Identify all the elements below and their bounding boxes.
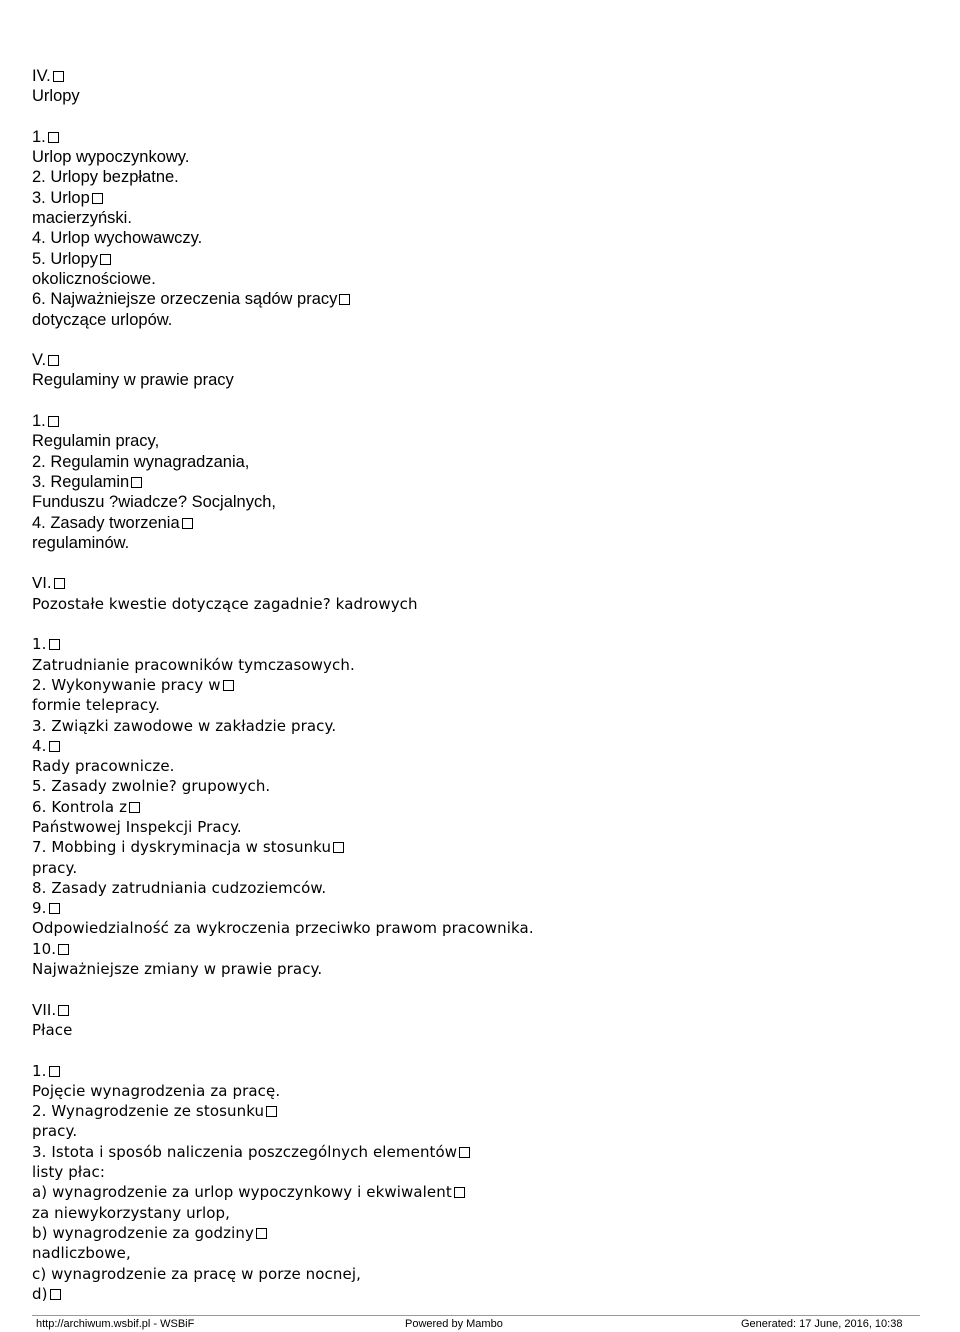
list-item: Regulamin pracy, — [32, 432, 160, 451]
placeholder-box-icon — [182, 518, 193, 529]
list-item: 1. — [32, 411, 932, 431]
placeholder-box-icon — [53, 71, 64, 82]
list-item: Funduszu ?wiadcze? Socjalnych, — [32, 493, 276, 512]
section-heading-vi: VI. — [32, 573, 932, 593]
section-heading-vii: VII. — [32, 1000, 932, 1020]
list-item: b) wynagrodzenie za godziny — [32, 1223, 932, 1243]
section-title-place: Płace — [32, 1020, 73, 1039]
list-item: pracy. — [32, 858, 78, 877]
placeholder-box-icon — [333, 842, 344, 853]
placeholder-box-icon — [58, 1005, 69, 1016]
list-item: formie telepracy. — [32, 696, 160, 715]
section-title-regulaminy: Regulaminy w prawie pracy — [32, 371, 234, 390]
placeholder-box-icon — [223, 680, 234, 691]
list-item: 2. Wynagrodzenie ze stosunku — [32, 1101, 932, 1121]
section-title-urlopy: Urlopy — [32, 87, 80, 106]
list-item: a) wynagrodzenie za urlop wypoczynkowy i ekwiwalent — [32, 1182, 932, 1202]
placeholder-box-icon — [48, 355, 59, 366]
document-body — [32, 66, 932, 1304]
placeholder-box-icon — [49, 639, 60, 650]
list-item: pracy. — [32, 1122, 78, 1141]
list-item: Urlop wypoczynkowy. — [32, 148, 190, 167]
placeholder-box-icon — [129, 802, 140, 813]
section-title-pozostale: Pozostałe kwestie dotyczące zagadnie? kadrowych — [32, 594, 418, 613]
list-item: 1. — [32, 634, 932, 654]
list-item: nadliczbowe, — [32, 1244, 131, 1263]
list-item: 5. Urlopy — [32, 249, 932, 269]
placeholder-box-icon — [48, 416, 59, 427]
placeholder-box-icon — [58, 944, 69, 955]
placeholder-box-icon — [92, 193, 103, 204]
list-item: d) — [32, 1284, 932, 1304]
list-item: 4. Urlop wychowawczy. — [32, 229, 203, 248]
placeholder-box-icon — [50, 1289, 61, 1300]
section-heading-v: V. — [32, 350, 932, 370]
list-item: Zatrudnianie pracowników tymczasowych. — [32, 655, 355, 674]
placeholder-box-icon — [266, 1106, 277, 1117]
list-item: 7. Mobbing i dyskryminacja w stosunku — [32, 837, 932, 857]
list-item: 2. Regulamin wynagradzania, — [32, 452, 250, 471]
footer-generated-date: Generated: 17 June, 2016, 10:38 — [741, 1318, 903, 1330]
list-item: 2. Urlopy bezpłatne. — [32, 168, 179, 187]
list-item: 3. Związki zawodowe w zakładzie pracy. — [32, 716, 337, 735]
placeholder-box-icon — [339, 294, 350, 305]
list-item: 1. — [32, 1061, 932, 1081]
list-item: 8. Zasady zatrudniania cudzoziemców. — [32, 878, 327, 897]
list-item: 5. Zasady zwolnie? grupowych. — [32, 777, 271, 796]
list-item: 4. — [32, 736, 932, 756]
page-footer — [0, 1314, 960, 1332]
list-item: 3. Urlop — [32, 188, 932, 208]
list-item: 4. Zasady tworzenia — [32, 513, 932, 533]
placeholder-box-icon — [49, 903, 60, 914]
placeholder-box-icon — [54, 578, 65, 589]
list-item: Pojęcie wynagrodzenia za pracę. — [32, 1081, 281, 1100]
list-item: regulaminów. — [32, 533, 130, 552]
list-item: Odpowiedzialność za wykroczenia przeciwko prawom pracownika. — [32, 919, 534, 938]
list-item: 6. Najważniejsze orzeczenia sądów pracy — [32, 289, 932, 309]
placeholder-box-icon — [48, 132, 59, 143]
list-item: macierzyński. — [32, 209, 132, 228]
footer-source-link[interactable]: http://archiwum.wsbif.pl - WSBiF — [36, 1318, 195, 1330]
list-item: 1. — [32, 127, 932, 147]
list-item: Państwowej Inspekcji Pracy. — [32, 817, 242, 836]
list-item: dotyczące urlopów. — [32, 310, 173, 329]
placeholder-box-icon — [49, 1066, 60, 1077]
list-item: 3. Istota i sposób naliczenia poszczególnych elementów — [32, 1142, 932, 1162]
footer-powered-by: Powered by Mambo — [405, 1318, 503, 1330]
list-item: 10. — [32, 939, 932, 959]
list-item: listy płac: — [32, 1163, 106, 1182]
list-item: okolicznościowe. — [32, 269, 156, 288]
placeholder-box-icon — [100, 254, 111, 265]
list-item: za niewykorzystany urlop, — [32, 1203, 230, 1222]
placeholder-box-icon — [454, 1187, 465, 1198]
placeholder-box-icon — [49, 741, 60, 752]
list-item: 9. — [32, 898, 932, 918]
list-item: 6. Kontrola z — [32, 797, 932, 817]
list-item: c) wynagrodzenie za pracę w porze nocnej, — [32, 1264, 361, 1283]
section-heading-iv: IV. — [32, 66, 932, 86]
placeholder-box-icon — [131, 477, 142, 488]
placeholder-box-icon — [459, 1147, 470, 1158]
list-item: Rady pracownicze. — [32, 757, 175, 776]
placeholder-box-icon — [256, 1228, 267, 1239]
list-item: Najważniejsze zmiany w prawie pracy. — [32, 960, 323, 979]
list-item: 3. Regulamin — [32, 472, 932, 492]
list-item: 2. Wykonywanie pracy w — [32, 675, 932, 695]
